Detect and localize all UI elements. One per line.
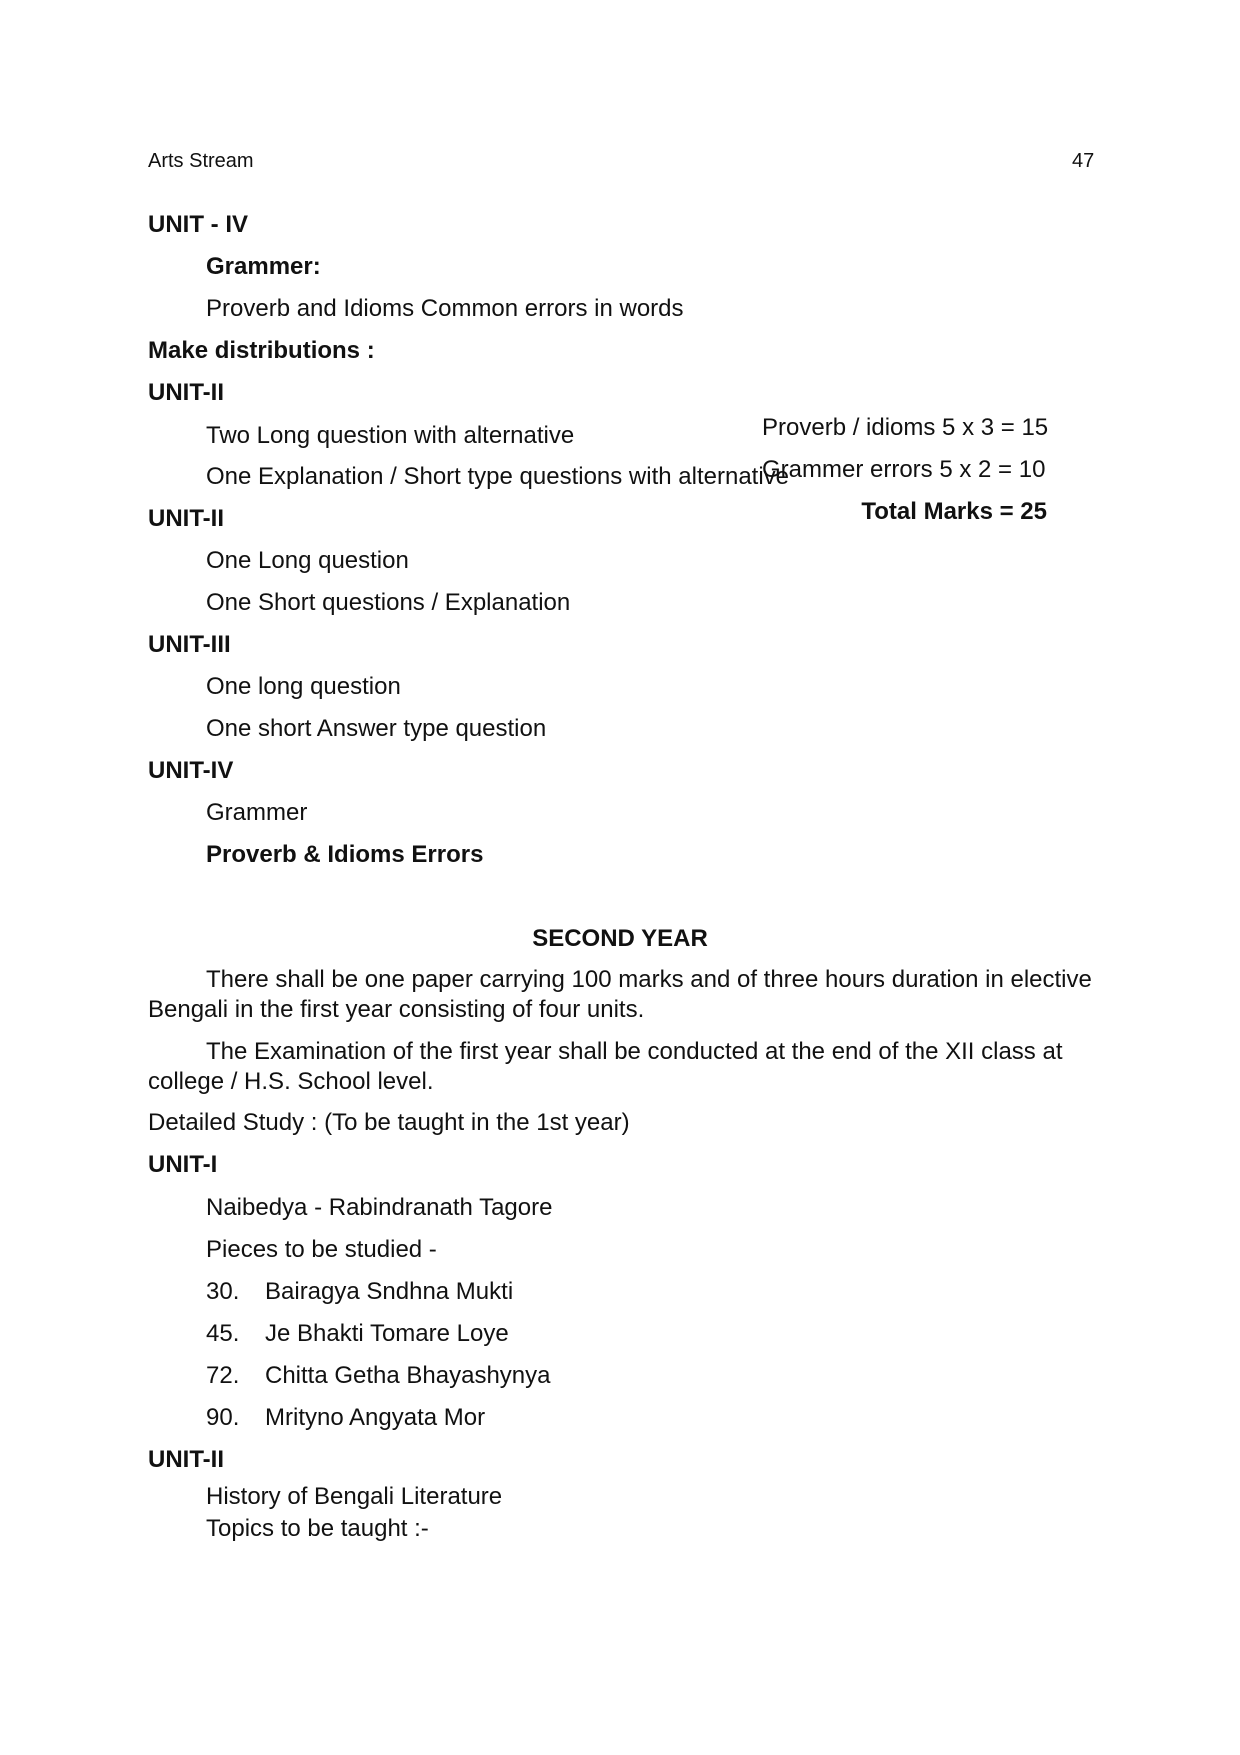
pieces-label: Pieces to be studied - — [206, 1236, 437, 1263]
unit-ii-heading: UNIT-II — [148, 1446, 224, 1473]
section-item: Grammer — [206, 799, 308, 826]
unit-iv-heading: UNIT - IV — [148, 211, 248, 238]
total-marks: Total Marks = 25 — [861, 498, 1047, 525]
grammar-label: Grammer: — [206, 253, 321, 280]
piece-title: Chitta Getha Bhayashynya — [265, 1362, 551, 1389]
section-item: One long question — [206, 673, 401, 700]
piece-number: 45. — [206, 1320, 240, 1347]
piece-number: 72. — [206, 1362, 240, 1389]
section-item: Proverb & Idioms Errors — [206, 841, 484, 868]
section-item: One Long question — [206, 547, 409, 574]
section-item: One Explanation / Short type questions with alternative — [206, 463, 790, 490]
piece-number: 90. — [206, 1404, 240, 1431]
section-heading: UNIT-IV — [148, 757, 234, 784]
book-title: Naibedya - Rabindranath Tagore — [206, 1194, 553, 1221]
section-heading: UNIT-II — [148, 505, 224, 532]
section-item: Two Long question with alternative — [206, 422, 575, 449]
history-line: History of Bengali Literature — [206, 1483, 503, 1510]
page-number: 47 — [1072, 150, 1095, 172]
piece-title: Bairagya Sndhna Mukti — [265, 1278, 514, 1305]
grammer-marks: Grammer errors 5 x 2 = 10 — [762, 456, 1046, 483]
grammar-text: Proverb and Idioms Common errors in words — [206, 295, 684, 322]
second-year-para-2: The Examination of the first year shall be conducted at the end of the XII class at college / H.S. School level. — [148, 1038, 1063, 1095]
piece-title: Je Bhakti Tomare Loye — [265, 1320, 509, 1347]
piece-title: Mrityno Angyata Mor — [265, 1404, 486, 1431]
section-heading: UNIT-II — [148, 379, 224, 406]
second-year-heading: SECOND YEAR — [532, 925, 708, 952]
piece-number: 30. — [206, 1278, 240, 1305]
detailed-study-line: Detailed Study : (To be taught in the 1st year) — [148, 1109, 630, 1136]
section-item: One Short questions / Explanation — [206, 589, 571, 616]
unit-i-heading: UNIT-I — [148, 1151, 218, 1178]
second-year-para-1: There shall be one paper carrying 100 marks and of three hours duration in elective Bengali in the first year consisting of four units. — [148, 966, 1092, 1023]
proverb-marks: Proverb / idioms 5 x 3 = 15 — [762, 414, 1049, 441]
mark-distribution-heading: Make distributions : — [148, 337, 375, 364]
topics-line: Topics to be taught :- — [206, 1515, 429, 1542]
running-header: Arts Stream — [148, 150, 254, 172]
section-heading: UNIT-III — [148, 631, 231, 658]
section-item: One short Answer type question — [206, 715, 547, 742]
